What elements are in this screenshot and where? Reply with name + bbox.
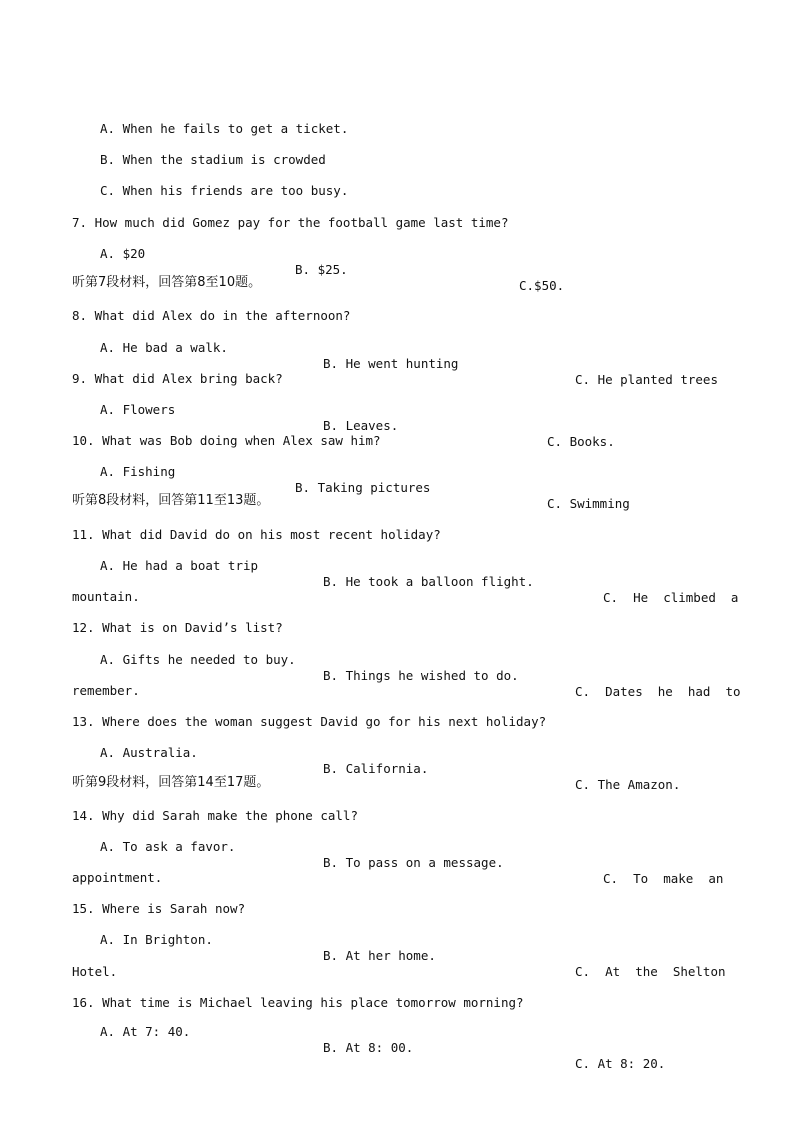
question-stem: 13. Where does the woman suggest David go for his next holiday? xyxy=(72,714,547,729)
option-b: B. At her home. xyxy=(323,948,436,963)
section-text: 听第8段材料，回答第11至13题。 xyxy=(72,493,270,508)
question-stem: 15. Where is Sarah now? xyxy=(72,901,246,916)
section-text: 听第9段材料，回答第14至17题。 xyxy=(72,775,270,790)
question-10 xyxy=(0,417,794,449)
option-c: C. He planted trees xyxy=(575,372,718,387)
section-heading-7 xyxy=(0,259,794,291)
question-16 xyxy=(0,979,794,1011)
option-a: A. Australia. xyxy=(100,745,198,760)
options-16 xyxy=(0,1008,794,1072)
question-12 xyxy=(0,604,794,636)
section-heading-8 xyxy=(0,477,794,509)
question-7 xyxy=(0,199,794,231)
option-row xyxy=(0,136,794,168)
option-c: C. At the Shelton xyxy=(575,964,726,979)
question-11 xyxy=(0,511,794,543)
option-c: C. To make an xyxy=(603,871,724,886)
option-c-cont: remember. xyxy=(72,683,140,698)
option-a: A. He had a boat trip xyxy=(100,558,259,573)
option-c-cont: mountain. xyxy=(72,589,140,604)
option-c: C. The Amazon. xyxy=(575,777,681,792)
option-row xyxy=(0,167,794,199)
option-b: B. California. xyxy=(323,761,429,776)
option-b: B. He went hunting xyxy=(323,356,459,371)
question-stem: 12. What is on David’s list? xyxy=(72,620,283,635)
option-b: B. Leaves. xyxy=(323,418,399,433)
question-stem: 7. How much did Gomez pay for the football game last time? xyxy=(72,215,509,230)
question-stem: 14. Why did Sarah make the phone call? xyxy=(72,808,358,823)
option-a: A. In Brighton. xyxy=(100,932,213,947)
section-text: 听第7段材料，回答第8至10题。 xyxy=(72,275,262,290)
option-a: A. Gifts he needed to buy. xyxy=(100,652,296,667)
option-row xyxy=(0,105,794,137)
option-a: A. When he fails to get a ticket. xyxy=(100,121,349,136)
option-a: A. Flowers xyxy=(100,402,176,417)
option-continuation xyxy=(0,948,794,980)
option-continuation xyxy=(0,573,794,605)
option-a: A. Fishing xyxy=(100,464,176,479)
option-c-cont: Hotel. xyxy=(72,964,118,979)
option-b: B. When the stadium is crowded xyxy=(100,152,326,167)
option-continuation xyxy=(0,667,794,699)
option-continuation xyxy=(0,854,794,886)
option-a: A. At 7: 40. xyxy=(100,1024,191,1039)
question-stem: 10. What was Bob doing when Alex saw him? xyxy=(72,433,381,448)
section-heading-9 xyxy=(0,759,794,791)
option-c: C. He climbed a xyxy=(603,590,739,605)
question-9 xyxy=(0,355,794,387)
option-b: B. Things he wished to do. xyxy=(323,668,519,683)
option-b: B. He took a balloon flight. xyxy=(323,574,534,589)
option-b: B. To pass on a message. xyxy=(323,855,504,870)
question-15 xyxy=(0,885,794,917)
option-a: A. $20 xyxy=(100,246,146,261)
question-13 xyxy=(0,698,794,730)
option-c: C. Dates he had to xyxy=(575,684,741,699)
option-c: C. At 8: 20. xyxy=(575,1056,666,1071)
option-c: C. When his friends are too busy. xyxy=(100,183,349,198)
question-14 xyxy=(0,792,794,824)
option-c: C.$50. xyxy=(519,278,565,293)
option-a: A. To ask a favor. xyxy=(100,839,236,854)
question-stem: 16. What time is Michael leaving his place tomorrow morning? xyxy=(72,995,524,1010)
option-c: C. Books. xyxy=(547,434,615,449)
question-8 xyxy=(0,292,794,324)
option-a: A. He bad a walk. xyxy=(100,340,228,355)
option-b: B. $25. xyxy=(295,262,348,277)
option-b: B. Taking pictures xyxy=(295,480,431,495)
question-stem: 9. What did Alex bring back? xyxy=(72,371,283,386)
question-stem: 8. What did Alex do in the afternoon? xyxy=(72,308,351,323)
question-stem: 11. What did David do on his most recent holiday? xyxy=(72,527,441,542)
option-c: C. Swimming xyxy=(547,496,630,511)
option-c-cont: appointment. xyxy=(72,870,163,885)
option-b: B. At 8: 00. xyxy=(323,1040,414,1055)
